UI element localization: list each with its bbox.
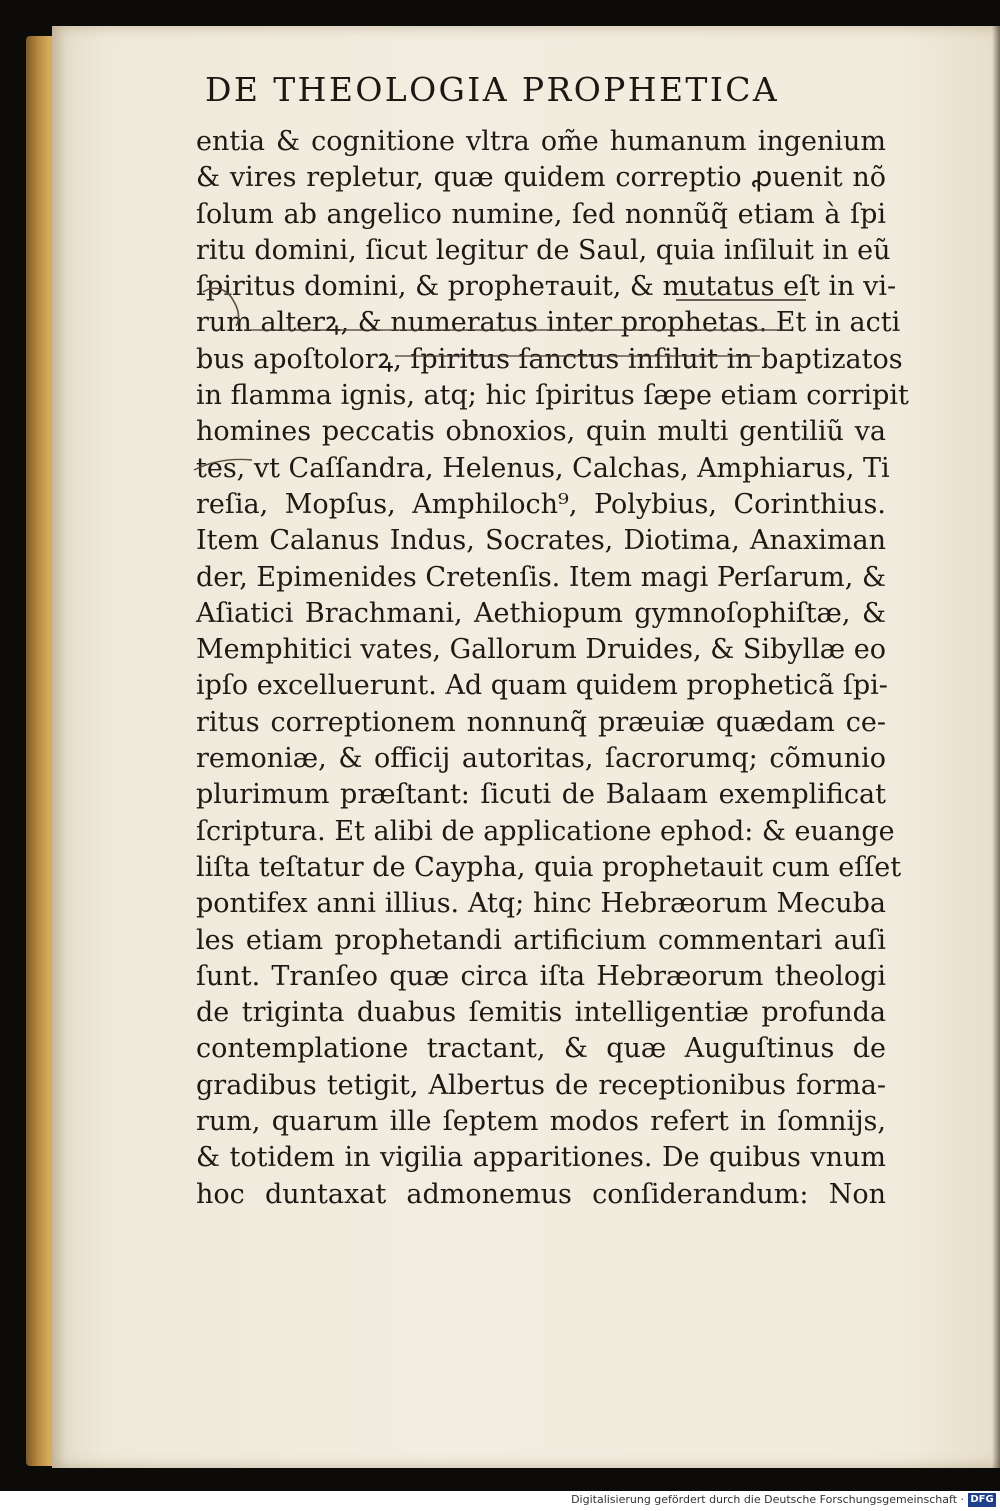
text-line: pontifex anni illius. Atq; hinc Hebræorum Mecuba: [196, 888, 886, 920]
text-line: remoniæ, & officij autoritas, ſacrorumq; cõmunio: [196, 743, 886, 775]
text-line: der, Epimenides Cretenſis. Item magi Perſarum, &: [196, 561, 886, 593]
text-line: rum, quarum ille ſeptem modos refert in ſomnijs,: [196, 1106, 886, 1138]
text-line: bus apoſtolorꝝ, ſpiritus ſanctus inſiluit in baptizatos: [196, 343, 903, 375]
text-line: ſunt. Tranſeo quæ circa iſta Hebræorum theologi: [196, 960, 886, 992]
text-line: contemplatione tractant, & quæ Auguſtinus de: [196, 1033, 886, 1065]
text-line: homines peccatis obnoxios, quin multi gentiliũ va: [196, 416, 886, 448]
text-line: in flamma ignis, atq; hic ſpiritus ſæpe etiam corripit: [196, 380, 909, 412]
text-line: ſolum ab angelico numine, ſed nonnũq̃ etiam à ſpi: [196, 198, 886, 230]
text-block: [196, 124, 909, 1213]
text-line: Memphitici vates, Gallorum Druides, & Sibyllæ eo: [196, 634, 886, 666]
text-line: de triginta duabus ſemitis intelligentiæ profunda: [196, 997, 886, 1029]
running-head: DE THEOLOGIA PROPHETICA: [205, 70, 780, 109]
dfg-logo: DFG: [968, 1493, 996, 1507]
text-line: & totidem in vigilia apparitiones. De quibus vnum: [196, 1142, 886, 1174]
text-line: entia & cognitione vltra om̃e humanum ingenium: [196, 126, 886, 157]
text-line: reſia, Mopſus, Amphiloch⁹, Polybius, Corinthius.: [196, 488, 886, 520]
text-line: Aſiatici Brachmani, Aethiopum gymnoſophiſtæ, &: [196, 597, 886, 629]
gutter-shadow: [992, 26, 1000, 1468]
text-line: ipſo excelluerunt. Ad quam quidem propheticã ſpi-: [196, 670, 888, 702]
text-line: tes, vt Caſſandra, Helenus, Calchas, Amphiarus, Ti: [196, 452, 890, 484]
text-line: ritu domini, ſicut legitur de Saul, quia inſiluit in eũ: [196, 234, 891, 266]
footer-bar: [0, 1491, 1000, 1511]
text-line: ſpiritus domini, & propheтauit, & mutatus eſt in vi-: [196, 271, 897, 303]
text-line: rum alterꝝ, & numeratus inter prophetas. Et in acti: [196, 307, 901, 339]
text-line: gradibus tetigit, Albertus de receptionibus forma-: [196, 1069, 886, 1101]
text-line: & vires repletur, quæ quidem correptio ꝓuenit nõ: [196, 162, 886, 194]
text-line: ritus correptionem nonnunq̃ præuiæ quædam ce-: [196, 706, 886, 738]
text-line: ſcriptura. Et alibi de applicatione ephod: & euange: [196, 815, 895, 847]
footer-credit: Digitalisierung gefördert durch die Deutsche Forschungsgemeinschaft ·: [571, 1493, 964, 1506]
text-line: hoc duntaxat admonemus conſiderandum: Non: [196, 1178, 886, 1210]
text-line: Item Calanus Indus, Socrates, Diotima, Anaximan: [196, 525, 886, 557]
text-line: les etiam prophetandi artificium commentari auſi: [196, 924, 886, 956]
text-line: liſta teſtatur de Caypha, quia prophetauit cum eſſet: [196, 851, 902, 883]
text-line: plurimum præſtant: ſicuti de Balaam exemplificat: [196, 779, 886, 811]
